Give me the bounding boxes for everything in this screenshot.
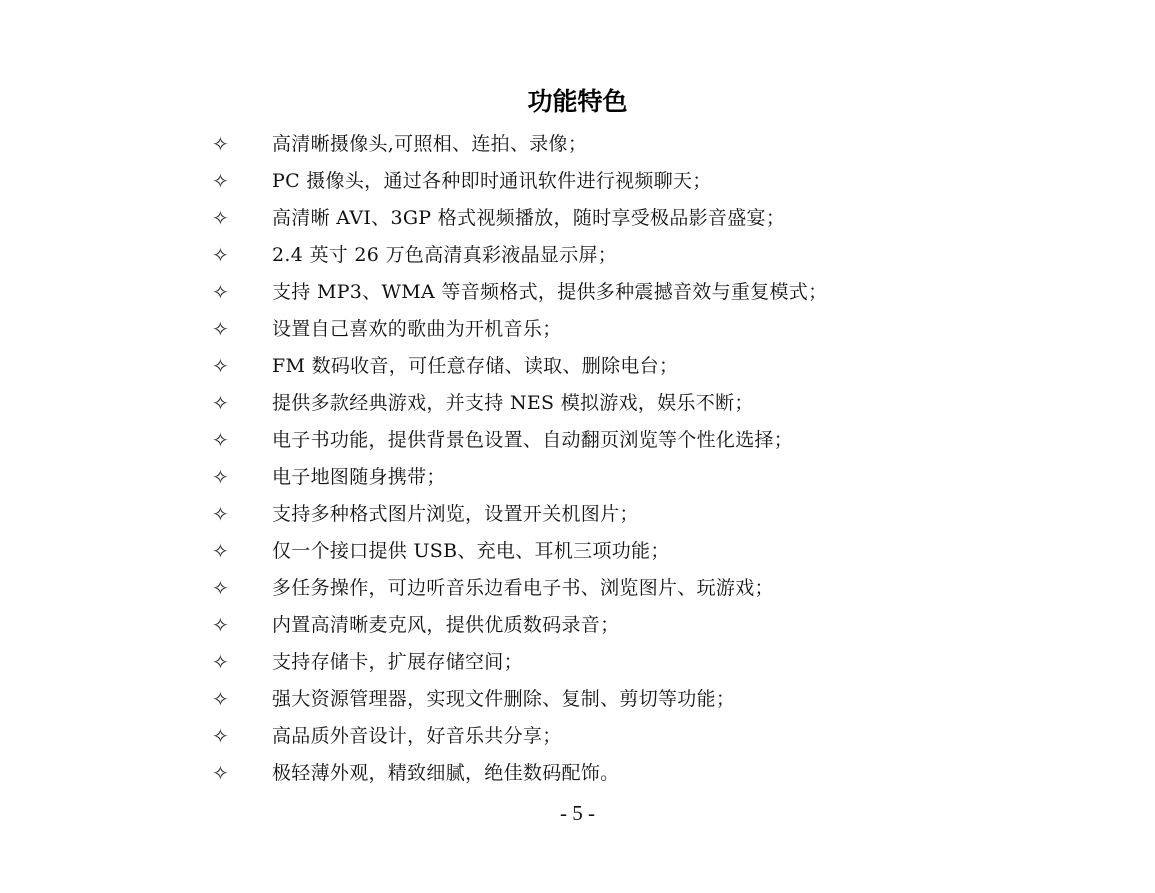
feature-item [212,163,1112,200]
feature-item [212,274,1112,311]
feature-text: 高品质外音设计，好音乐共分享； [272,725,562,747]
diamond-bullet-icon: ✧ [212,428,229,452]
feature-item [212,607,1112,644]
diamond-bullet-icon: ✧ [212,391,229,415]
feature-text: FM 数码收音，可任意存储、读取、删除电台； [272,355,679,377]
feature-item [212,755,1112,792]
feature-item [212,385,1112,422]
feature-item [212,422,1112,459]
feature-text: 2.4 英寸 26 万色高清真彩液晶显示屏； [272,244,618,266]
feature-text: 内置高清晰麦克风，提供优质数码录音； [272,614,620,636]
diamond-bullet-icon: ✧ [212,169,229,193]
feature-item [212,496,1112,533]
feature-text: 多任务操作，可边听音乐边看电子书、浏览图片、玩游戏； [272,577,774,599]
page-number: - 5 - [560,801,595,825]
diamond-bullet-icon: ✧ [212,724,229,748]
feature-item [212,200,1112,237]
diamond-bullet-icon: ✧ [212,206,229,230]
feature-item [212,570,1112,607]
diamond-bullet-icon: ✧ [212,650,229,674]
feature-text: 支持 MP3、WMA 等音频格式，提供多种震撼音效与重复模式； [272,281,828,303]
feature-text: 强大资源管理器，实现文件删除、复制、剪切等功能； [272,688,736,710]
diamond-bullet-icon: ✧ [212,280,229,304]
feature-item [212,348,1112,385]
diamond-bullet-icon: ✧ [212,317,229,341]
page-title: 功能特色 [527,87,628,116]
feature-text: 支持存储卡，扩展存储空间； [272,651,523,673]
feature-text: 支持多种格式图片浏览，设置开关机图片； [272,503,639,525]
diamond-bullet-icon: ✧ [212,613,229,637]
diamond-bullet-icon: ✧ [212,243,229,267]
feature-text: PC 摄像头，通过各种即时通讯软件进行视频聊天； [272,170,712,192]
diamond-bullet-icon: ✧ [212,502,229,526]
feature-text: 电子地图随身携带； [272,466,446,488]
feature-text: 仅一个接口提供 USB、充电、耳机三项功能； [272,540,670,562]
diamond-bullet-icon: ✧ [212,132,229,156]
feature-item [212,533,1112,570]
feature-text: 设置自己喜欢的歌曲为开机音乐； [272,318,562,340]
feature-text: 电子书功能，提供背景色设置、自动翻页浏览等个性化选择； [272,429,794,451]
feature-text: 高清晰摄像头,可照相、连拍、录像； [272,133,588,155]
feature-item [212,311,1112,348]
diamond-bullet-icon: ✧ [212,354,229,378]
diamond-bullet-icon: ✧ [212,687,229,711]
feature-item [212,237,1112,274]
feature-text: 高清晰 AVI、3GP 格式视频播放，随时享受极品影音盛宴； [272,207,786,229]
diamond-bullet-icon: ✧ [212,465,229,489]
diamond-bullet-icon: ✧ [212,576,229,600]
feature-item [212,681,1112,718]
feature-text: 极轻薄外观，精致细腻，绝佳数码配饰。 [272,762,620,784]
feature-text: 提供多款经典游戏，并支持 NES 模拟游戏，娱乐不断； [272,392,754,414]
feature-item [212,459,1112,496]
feature-list [212,126,1112,792]
diamond-bullet-icon: ✧ [212,761,229,785]
diamond-bullet-icon: ✧ [212,539,229,563]
feature-item [212,126,1112,163]
feature-item [212,644,1112,681]
feature-item [212,718,1112,755]
